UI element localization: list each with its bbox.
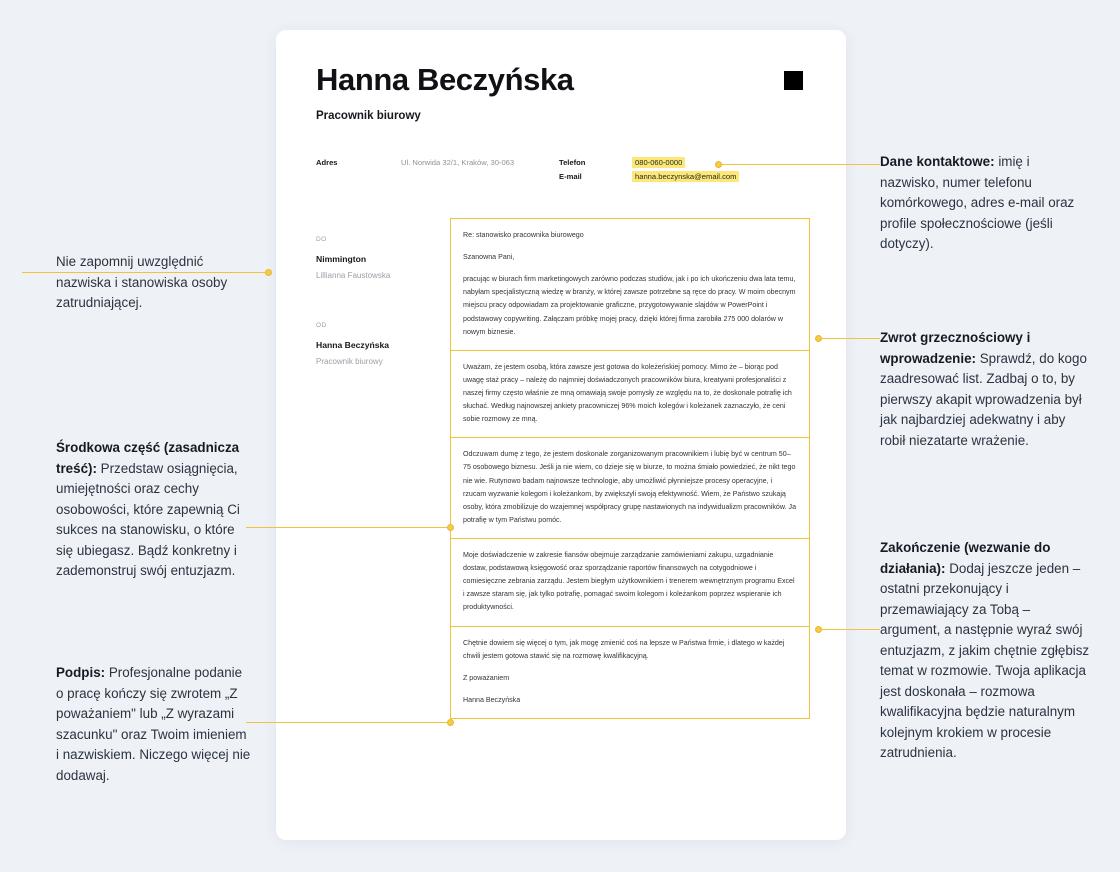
annotation-right-1 [880, 328, 1090, 451]
recipient-kicker: DO [316, 236, 327, 243]
sender-block [316, 322, 389, 366]
connector-line [718, 164, 880, 165]
annotation-left-2 [56, 663, 252, 786]
recipient-company: Nimmington [316, 254, 367, 264]
cover-letter-sheet [276, 30, 846, 840]
connector-dot [815, 335, 822, 342]
job-title: Pracownik biurowy [316, 110, 421, 122]
letter-paragraph-block [450, 350, 810, 438]
letter-paragraph-block [450, 218, 810, 350]
connector-dot [447, 524, 454, 531]
connector-dot [715, 161, 722, 168]
phone-value: 080-060-0000 [632, 157, 685, 168]
annotation-heading: Podpis: [56, 665, 106, 680]
annotation-left-1 [56, 438, 252, 582]
connector-line [22, 272, 268, 273]
annotation-right-2 [880, 538, 1090, 764]
connector-line [246, 722, 450, 723]
letter-paragraph: Chętnie dowiem się więcej o tym, jak mogę zmienić coś na lepsze w Państwa frmie, i dlatego w każdej chwili jestem gotowa stawić się na rozmowę kwalifikacyjną. [463, 638, 785, 660]
connector-line [246, 527, 450, 528]
email-label: E-mail [559, 172, 582, 181]
annotation-heading: Zakończenie (wezwanie do działania): [880, 540, 1051, 576]
annotation-heading: Dane kontaktowe: [880, 154, 995, 169]
annotation-body: Nie zapomnij uwzględnić nazwiska i stanowiska osoby zatrudniającej. [56, 254, 228, 310]
letter-paragraph: Hanna Beczyńska [463, 695, 521, 704]
annotation-heading: Środkowa część (zasadnicza treść): [56, 440, 240, 476]
connector-line [818, 629, 880, 630]
annotation-right-0 [880, 152, 1090, 255]
page-title: Hanna Beczyńska [316, 62, 574, 97]
email-value: hanna.beczynska@email.com [632, 171, 739, 182]
annotation-body: Przedstaw osiągnięcia, umiejętności oraz cechy osobowości, które zapewnią Ci sukces na stanowisku, o które się ubiegasz. Bądź konkretny i zademonstruj swój entuzjazm. [56, 460, 240, 578]
annotation-body: Dodaj jeszcze jeden – ostatni przekonujący i przemawiający za Tobą – argument, a następnie wyraź swój entuzjazm, z jakim chętnie zgłębisz temat w rozmowie. Twoja aplikacja jest doskonała – rozmowa kwalifikacyjna będzie naturalnym kolejnym krokiem w procesie zatrudnienia. [880, 560, 1090, 760]
letter-paragraph: Szanowna Pani, [463, 253, 515, 262]
letter-paragraph-block [450, 538, 810, 626]
sender-kicker: OD [316, 322, 327, 329]
letter-paragraph-block [450, 437, 810, 538]
letter-paragraph: Uważam, że jestem osobą, która zawsze jest gotowa do koleżeńskiej pomocy. Mimo że – biorąc pod uwagę staż pracy – należę do najmniej doświadczonych pracowników biura, kreatywni profesjonaliści z naszej firmy często właśnie ze mną omawiają swoje pomysły ze względu na to, że doskonale potrafię ich słuchać. Według najnowszej ankiety pracowniczej 96% moich kolegów i koleżanek zaznaczyło, że ceni sobie rozmowy ze mną. [463, 362, 792, 424]
letter-paragraph: Odczuwam dumę z tego, że jestem doskonale zorganizowanym pracownikiem i lubię być w centrum 50–75 osobowego biznesu. Jeśli ja nie wiem, co dzieje się w biurze, to można śmiało powiedzieć, że nikt tego nie wie. Rutynowo badam najnowsze technologie, aby umożliwić płynniejsze procesy operacyjne, i rzucam wyzwanie kolegom i koleżankom, by zwiększyli swoją efektywność. Wiem, że Państwo szukają osoby, która zmobilizuje do wzajemnej współpracy grupę nastawionych na indywidualizm pracowników. Ja potrafię w tym Państwu pomóc. [463, 450, 797, 524]
connector-line [818, 338, 880, 339]
connector-dot [447, 719, 454, 726]
letter-paragraph: Moje doświadczenie w zakresie fiansów obejmuje zarządzanie zamówieniami zakupu, uzgadnianie dostaw, podstawową księgowość oraz sporządzanie raportów finansowych na cotygodniowe i comiesięczne zebrania zarządu. Jestem biegłym użytkownikiem i trenerem wewnętrznym programu Excel i zawsze staram się, jak tylko potrafię, pomagać swoim kolegom i koleżankom poprzez wspieranie ich produktywności. [463, 550, 795, 612]
sender-role: Pracownik biurowy [316, 357, 383, 366]
annotation-body: imię i nazwisko, numer telefonu komórkowego, adres e-mail oraz profile społecznościowe (jeśli dotyczy). [880, 154, 1075, 251]
black-square-logo-icon [784, 71, 803, 90]
letter-paragraph: Re: stanowisko pracownika biurowego [463, 231, 584, 239]
annotation-left-0 [56, 252, 252, 314]
letter-body [450, 218, 810, 719]
annotation-heading: Zwrot grzecznościowy i wprowadzenie: [880, 330, 1031, 366]
address-value: Ul. Norwida 32/1, Kraków, 30-063 [401, 158, 515, 167]
address-label: Adres [316, 158, 338, 167]
letter-paragraph: Z poważaniem [463, 673, 510, 682]
letter-paragraph: pracując w biurach firm marketingowych zarówno podczas studiów, jak i po ich ukończeniu dwa lata temu, nabyłam specjalistyczną wiedzę w branży, w której zawsze potrzebne są ręce do pracy. W moim obecnym miejscu pracy odpowiadam za projektowanie graficzne, przygotowywanie slajdów w PowerPoint i podstawowy copywriting. Załączam próbkę mojej pracy, dzięki której firma zarobiła 275 000 dolarów w nowym biznesie. [463, 275, 796, 336]
recipient-person: Lillianna Faustowska [316, 271, 391, 280]
letter-paragraph-block [450, 626, 810, 719]
phone-label: Telefon [559, 158, 586, 167]
annotation-body: Sprawdź, do kogo zaadresować list. Zadbaj o to, by pierwszy akapit wprowadzenia był jak najbardziej adekwatny i aby robił niezatarte wrażenie. [880, 350, 1087, 448]
connector-dot [815, 626, 822, 633]
connector-dot [265, 269, 272, 276]
recipient-block [316, 236, 390, 280]
sender-name: Hanna Beczyńska [316, 340, 390, 350]
annotation-body: Profesjonalne podanie o pracę kończy się zwrotem „Z poważaniem" lub „Z wyrazami szacunku" oraz Twoim imieniem i nazwiskiem. Niczego więcej nie dodawaj. [56, 665, 251, 783]
